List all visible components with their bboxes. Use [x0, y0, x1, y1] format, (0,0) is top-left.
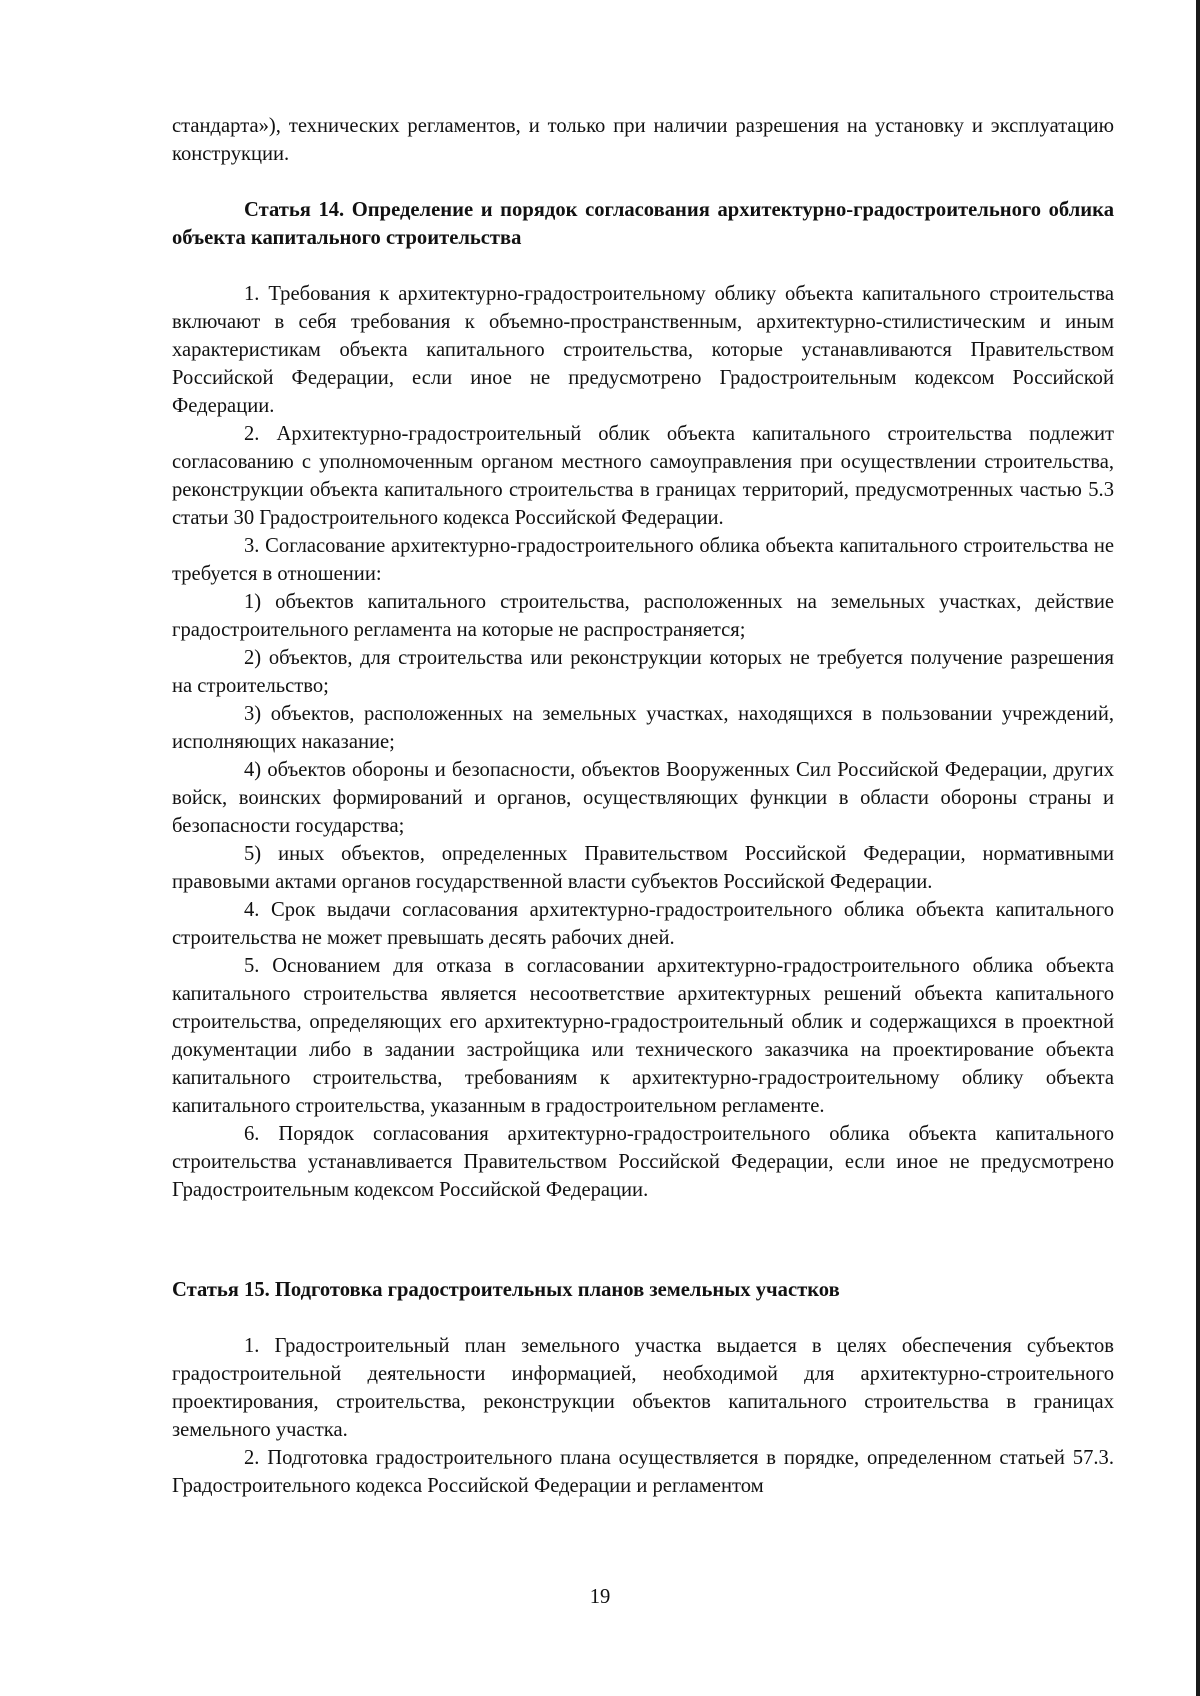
article-15-paragraph-1: 1. Градостроительный план земельного участка выдается в целях обеспечения субъектов градостроительной деятельности информацией, необходимой для архитектурно-строительного проектирования, строительства, реконструкции объектов капитального строительства в границах земельного участка. [172, 1335, 1114, 1441]
article-14-paragraph-2: 2. Архитектурно-градостроительный облик объекта капитального строительства подлежит согласованию с уполномоченным органом местного самоуправления при осуществлении строительства, реконструкции объекта капитального строительства в границах территорий, предусмотренных частью 5.3 статьи 30 Градостроительного кодекса Российской Федерации. [172, 423, 1114, 529]
article-14-paragraph-5: 5. Основанием для отказа в согласовании архитектурно-градостроительного облика объекта капитального строительства является несоответствие архитектурных решений объекта капитального строительства, определяющих его архитектурно-градостроительный облик и содержащихся в проектной документации либо в задании застройщика или технического заказчика на проектирование объекта капитального строительства, требованиям к архитектурно-градостроительному облику объекта капитального строительства, указанным в градостроительном регламенте. [172, 955, 1114, 1117]
page-edge-border [1196, 0, 1200, 1696]
page-number: 19 [589, 1586, 611, 1608]
article-14-paragraph-1: 1. Требования к архитектурно-градостроительному облику объекта капитального строительства включают в себя требования к объемно-пространственным, архитектурно-стилистическим и иным характеристикам объекта капитального строительства, которые устанавливаются Правительством Российской Федерации, если иное не предусмотрено Градостроительным кодексом Российской Федерации. [172, 283, 1114, 417]
article-15-heading: Статья 15. Подготовка градостроительных планов земельных участков [172, 1279, 840, 1301]
article-15-paragraph-2: 2. Подготовка градостроительного плана осуществляется в порядке, определенном статьей 57.3. Градостроительного кодекса Российской Федерации и регламентом [172, 1447, 1114, 1497]
article-14-subitem-2: 2) объектов, для строительства или реконструкции которых не требуется получение разрешения на строительство; [172, 647, 1114, 697]
article-14-subitem-4: 4) объектов обороны и безопасности, объектов Вооруженных Сил Российской Федерации, других войск, воинских формирований и органов, осуществляющих функции в области обороны страны и безопасности государства; [172, 759, 1114, 837]
intro-paragraph: стандарта»), технических регламентов, и только при наличии разрешения на установку и эксплуатацию конструкции. [172, 115, 1114, 165]
article-14-heading: Статья 14. Определение и порядок согласования архитектурно-градостроительного облика объекта капитального строительства [172, 199, 1114, 249]
article-14-subitem-3: 3) объектов, расположенных на земельных участках, находящихся в пользовании учреждений, исполняющих наказание; [172, 703, 1114, 753]
document-page [172, 112, 1114, 1500]
article-14-paragraph-6: 6. Порядок согласования архитектурно-градостроительного облика объекта капитального строительства устанавливается Правительством Российской Федерации, если иное не предусмотрено Градостроительным кодексом Российской Федерации. [172, 1123, 1114, 1201]
article-14-subitem-5: 5) иных объектов, определенных Правительством Российской Федерации, нормативными правовыми актами органов государственной власти субъектов Российской Федерации. [172, 843, 1114, 893]
article-14-paragraph-3: 3. Согласование архитектурно-градостроительного облика объекта капитального строительства не требуется в отношении: [172, 535, 1114, 585]
article-14-subitem-1: 1) объектов капитального строительства, расположенных на земельных участках, действие градостроительного регламента на которые не распространяется; [172, 591, 1114, 641]
article-14-paragraph-4: 4. Срок выдачи согласования архитектурно-градостроительного облика объекта капитального строительства не может превышать десять рабочих дней. [172, 899, 1114, 949]
